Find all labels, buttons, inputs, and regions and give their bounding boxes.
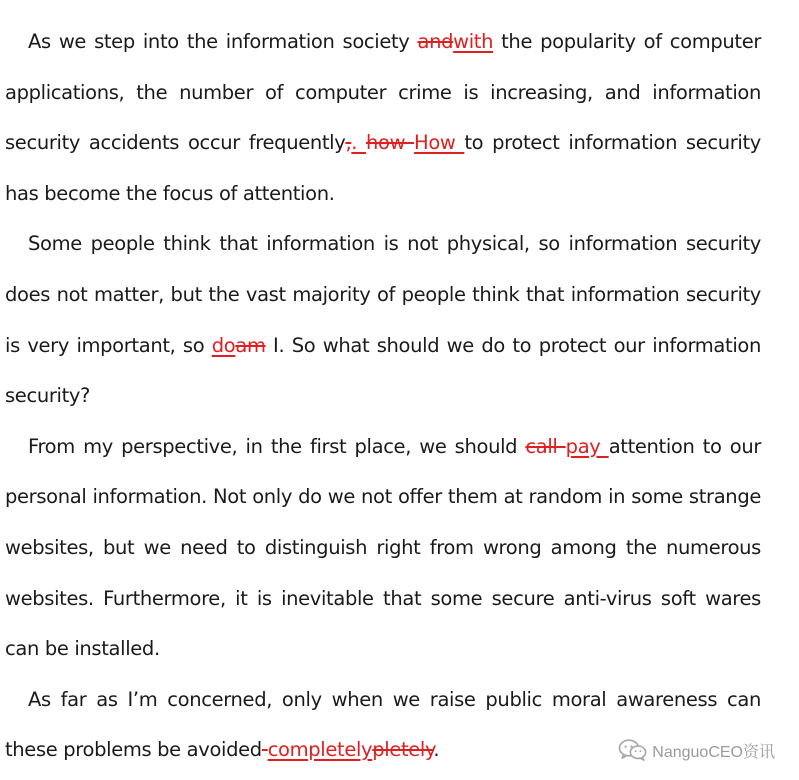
text-run: attention to our personal information. Not only do we not offer them at random in some strange websites, but we need to distinguish right from wrong among the numerous websites. Furthermore, it is inevitable that some secure anti-virus soft wares can be installed.	[5, 434, 761, 661]
inserted-text: pay	[565, 434, 609, 458]
text-run: .	[433, 738, 440, 762]
paragraph-3	[5, 422, 761, 675]
deleted-text: how	[366, 131, 415, 155]
deleted-text: ,	[345, 131, 352, 155]
inserted-text: How	[414, 131, 465, 155]
wechat-icon	[618, 738, 648, 762]
text-run: to protect information security has become the focus of attention.	[5, 131, 761, 205]
watermark	[618, 738, 775, 762]
text-run: As we step into the information society	[28, 30, 418, 53]
inserted-text: .	[351, 131, 366, 155]
inserted-text: do	[211, 333, 236, 357]
text-run: Some people think that information is not physical, so information security does not matter, but the vast majority of people think that information security is very important, so	[5, 232, 761, 357]
inserted-text: with	[453, 30, 494, 53]
paragraph-1	[5, 17, 761, 219]
document-body	[5, 17, 761, 776]
deleted-text: and	[417, 30, 454, 53]
watermark-text: NanguoCEO资讯	[652, 743, 775, 761]
deleted-text: am	[235, 333, 266, 357]
text-run: From my perspective, in the first place, we should	[28, 434, 526, 458]
text-run: the popularity of computer applications, the number of computer crime is increasing, and information security accidents occur frequently	[5, 30, 762, 155]
text-run: I. So what should we do to protect our information security?	[5, 333, 761, 408]
deleted-text: call	[525, 434, 566, 458]
text-run: As far as I’m concerned, only when we raise public moral awareness can these problems be avoided	[5, 687, 761, 762]
inserted-text: completely	[267, 738, 373, 762]
paragraph-2	[5, 219, 761, 421]
deleted-text: pletely	[372, 738, 434, 762]
